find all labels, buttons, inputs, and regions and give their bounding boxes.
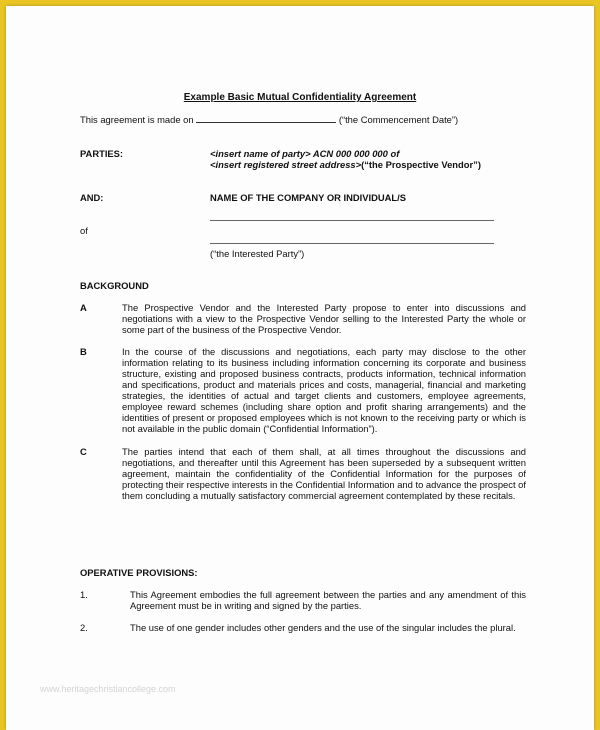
provision-number-1: 1. bbox=[80, 589, 88, 600]
recital-b-text: In the course of the discussions and negotiations, each party may disclose to the other information relating to its business including information concerning its corporate and business structure, existing and proposed business contracts, products information, technical information and specifications, product and materials prices and costs, managerial, financial and marketing strategies, the identities of actual and target clients and customers, employee agreements, employee reward schemes (including share option and profit sharing arrangements) and the identities of present or proposed employees which is not known to the receiving party or which is not available in the public domain (“Confidential Information”). bbox=[122, 346, 526, 434]
agreement-document bbox=[6, 6, 594, 730]
interested-party-def: (“the Interested Party”) bbox=[210, 248, 305, 259]
recital-letter-a: A bbox=[80, 302, 87, 313]
recital-letter-b: B bbox=[80, 346, 87, 357]
watermark: www.heritagechristiancollege.com bbox=[40, 684, 176, 694]
background-heading: BACKGROUND bbox=[80, 280, 149, 291]
recital-a-text: The Prospective Vendor and the Interested Party propose to enter into discussions and negotiations with a view to the Prospective Vendor selling to the Interested Party the whole or some part of the business of the Prospective Vendor. bbox=[122, 302, 526, 335]
parties-label: PARTIES: bbox=[80, 148, 124, 159]
document-page bbox=[6, 6, 594, 730]
commencement-line bbox=[80, 114, 458, 125]
party-line-1: <insert name of party> ACN 000 000 000 of bbox=[210, 148, 400, 159]
party-address: <insert registered street address> bbox=[210, 159, 362, 170]
document-title: Example Basic Mutual Confidentiality Agreement bbox=[183, 92, 417, 103]
address-line-1 bbox=[210, 220, 494, 221]
provision-1-text: This Agreement embodies the full agreement between the parties and any amendment of this Agreement must be in writing and signed by the parties. bbox=[130, 589, 526, 611]
made-prefix: This agreement is made on bbox=[80, 114, 194, 125]
operative-heading: OPERATIVE PROVISIONS: bbox=[80, 567, 198, 578]
party-details bbox=[210, 148, 481, 170]
party-line-2 bbox=[210, 159, 481, 170]
and-label: AND: bbox=[80, 192, 104, 203]
provision-number-2: 2. bbox=[80, 622, 88, 633]
provision-2-text: The use of one gender includes other genders and the use of the singular includes the plural. bbox=[130, 622, 516, 633]
recital-c-text: The parties intend that each of them shall, at all times throughout the discussions and negotiations, and thereafter until this Agreement has been superseded by a subsequent written agreement, maintain the confidentiality of the Confidential Information for the purposes of protecting their respective interests in the Confidential Information and to advance the prospect of them concluding a mutually satisfactory commercial agreement contemplated by these recitals. bbox=[122, 446, 526, 501]
of-label: of bbox=[80, 225, 88, 236]
company-name: NAME OF THE COMPANY OR INDIVIDUAL/S bbox=[210, 192, 407, 203]
date-blank bbox=[196, 114, 336, 123]
recital-letter-c: C bbox=[80, 446, 87, 457]
prospective-vendor-def: (“the Prospective Vendor”) bbox=[361, 159, 481, 170]
made-suffix: (“the Commencement Date”) bbox=[338, 114, 459, 125]
address-line-2 bbox=[210, 243, 494, 244]
